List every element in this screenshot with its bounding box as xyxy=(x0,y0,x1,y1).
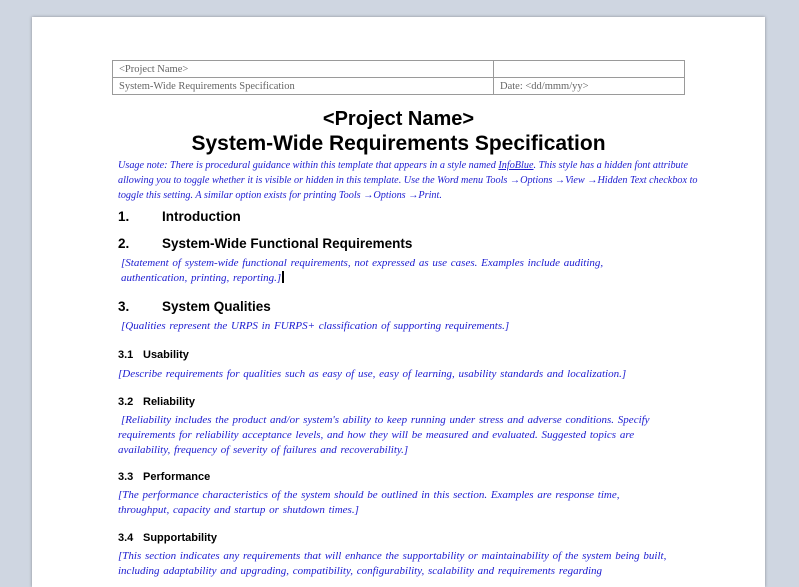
heading-3-1-title: Usability xyxy=(143,349,189,361)
heading-3 xyxy=(118,299,271,314)
heading-2 xyxy=(118,236,412,251)
header-empty-cell xyxy=(494,61,685,78)
usage-note-style-name: InfoBlue xyxy=(498,160,534,171)
heading-3-4-title: Supportability xyxy=(143,532,217,544)
section-3-4-body: [This section indicates any requirements that will enhance the supportability or maintainability of the system being built, including adaptability and upgrading, compatibility, configurability, scalability and requirements regarding xyxy=(118,550,667,577)
heading-3-3 xyxy=(118,471,210,483)
usage-note xyxy=(118,158,698,203)
heading-2-number: 2. xyxy=(118,236,130,251)
heading-3-1-number: 3.1 xyxy=(118,349,134,361)
heading-3-2-title: Reliability xyxy=(143,396,195,408)
header-date: Date: <dd/mmm/yy> xyxy=(494,78,685,95)
document-page[interactable] xyxy=(32,17,765,587)
section-3-3-body: [The performance characteristics of the system should be outlined in this section. Examples are response time, throughput, capacity and startup or shutdown times.] xyxy=(118,489,620,516)
heading-3-3-title: Performance xyxy=(143,471,211,483)
section-3-body: [Qualities represent the URPS in FURPS+ classification of supporting requirements.] xyxy=(121,320,510,332)
heading-2-title: System-Wide Functional Requirements xyxy=(162,236,413,251)
section-3-1-body: [Describe requirements for qualities such as easy of use, easy of learning, usability standards and localization.] xyxy=(118,368,627,380)
heading-3-4 xyxy=(118,532,217,544)
text-cursor xyxy=(282,271,284,283)
section-2-text: [Statement of system-wide functional requirements, not expressed as use cases. Examples include auditing, authentication, printing, reporting.] xyxy=(121,257,604,284)
header-table xyxy=(112,60,685,95)
header-doc-title: System-Wide Requirements Specification xyxy=(113,78,494,95)
heading-3-2-number: 3.2 xyxy=(118,396,134,408)
title-document: System-Wide Requirements Specification xyxy=(191,132,606,155)
usage-note-text-1: Usage note: There is procedural guidance within this template that appears in a style named xyxy=(118,160,499,171)
heading-1-number: 1. xyxy=(118,209,130,224)
title-project-name: <Project Name> xyxy=(322,108,475,130)
heading-3-title: System Qualities xyxy=(162,299,271,314)
heading-3-2 xyxy=(118,396,195,408)
heading-1-title: Introduction xyxy=(162,209,241,224)
header-project-name: <Project Name> xyxy=(113,61,494,78)
heading-3-number: 3. xyxy=(118,299,130,314)
section-3-2-body: [Reliability includes the product and/or system's ability to keep running under stress and adverse conditions. Specify requirements for reliability acceptance levels, and how they will be measured and evaluated. Suggested topics are availability, frequency of severity of failures and recoverability.] xyxy=(118,414,650,456)
heading-3-4-number: 3.4 xyxy=(118,532,134,544)
section-2-body xyxy=(118,256,651,286)
heading-3-3-number: 3.3 xyxy=(118,471,134,483)
usage-note-text-2: . This style has a hidden font attribute allowing you to toggle whether it is visible or hidden in this template. Use the Word menu Tools →Options →View →Hidden Text checkbox to toggle this setting. A similar option exists for printing Tools →Options →Print. xyxy=(118,160,698,201)
heading-3-1 xyxy=(118,349,189,361)
heading-1 xyxy=(118,209,241,224)
